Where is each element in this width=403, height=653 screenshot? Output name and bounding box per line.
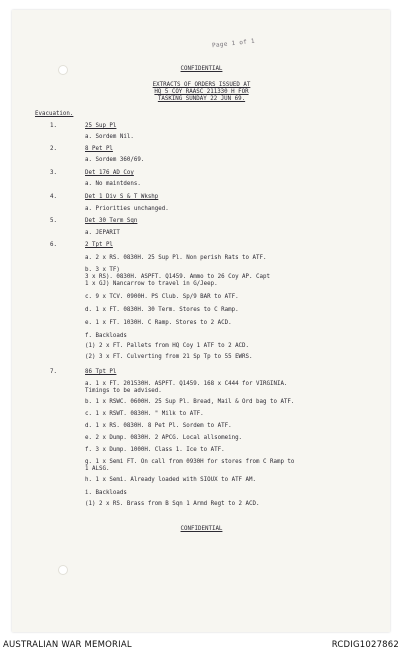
section-7-item-c: c. 1 x RSWT. 0830H. " Milk to ATF. bbox=[85, 411, 204, 417]
title-line-2: HQ 5 COY RAASC 211330 H FOR bbox=[154, 89, 249, 95]
section-6-heading: 2 Tpt Pl bbox=[85, 242, 113, 248]
section-2-heading: 8 Pet Pl bbox=[85, 146, 113, 152]
section-7-item-d: d. 1 x RS. 0830H. 8 Pet Pl. Sordem to ATF. bbox=[85, 423, 232, 429]
section-6-item-b-cont: 3 x RS). 0830H. ASPFT. Q1459. Ammo to 26 Coy AP. Capt bbox=[85, 274, 270, 280]
section-6-item-c: c. 9 x TCV. 0900H. PS Club. Sp/9 BAR to ATF. bbox=[85, 294, 239, 300]
section-7-item-g: g. 1 x Semi FT. On call from 0930H for stores from C Ramp to bbox=[85, 459, 295, 465]
section-6-item-a: a. 2 x RS. 0830H. 25 Sup Pl. Non perish Rats to ATF. bbox=[85, 255, 267, 261]
section-2-number: 2. bbox=[50, 146, 57, 152]
section-7-item-i: i. Backloads bbox=[85, 490, 127, 496]
section-7-item-h: h. 1 x Semi. Already loaded with SIOUX to ATF AM. bbox=[85, 477, 257, 483]
section-1-item: a. Sordem Nil. bbox=[85, 134, 134, 140]
section-2-item: a. Sordem 360/69. bbox=[85, 157, 145, 163]
section-7-item-f: f. 3 x Dump. 1000H. Class 1. Ice to ATF. bbox=[85, 447, 225, 453]
section-5-heading: Det 30 Term Sqn bbox=[85, 218, 138, 224]
classification-top: CONFIDENTIAL bbox=[180, 66, 223, 72]
title-line-3: TASKING SUNDAY 22 JUN 69. bbox=[157, 96, 246, 102]
section-4-item: a. Priorities unchanged. bbox=[85, 206, 169, 212]
section-6-item-f: f. Backloads bbox=[85, 333, 127, 339]
title-line-1: EXTRACTS OF ORDERS ISSUED AT bbox=[152, 82, 251, 88]
section-5-item: a. JEPARIT bbox=[85, 230, 120, 236]
page-stamp: Page 1 of 1 bbox=[211, 37, 256, 50]
section-3-heading: Det 176 AD Coy bbox=[85, 170, 134, 176]
section-7-item-e: e. 2 x Dump. 0830H. 2 APCG. Local allsomeing. bbox=[85, 435, 243, 441]
section-7-backload-1: (1) 2 x RS. Brass from B Sqn 1 Armd Regt to 2 ACD. bbox=[85, 501, 260, 507]
archive-reference: RCDIG1027862 bbox=[331, 640, 399, 650]
section-1-heading: 25 Sup Pl bbox=[85, 123, 117, 129]
section-6-item-e: e. 1 x FT. 1030H. C Ramp. Stores to 2 ACD. bbox=[85, 320, 232, 326]
section-6-backload-2: (2) 3 x FT. Culverting from 21 Sp Tp to 55 EWRS. bbox=[85, 354, 253, 360]
punch-hole bbox=[58, 565, 68, 575]
section-6-item-b-cont: 1 x GJ) Nancarrow to travel in G/Jeep. bbox=[85, 281, 218, 287]
section-7-item-a: a. 1 x FT. 201530H. ASPFT. Q1459. 168 x C444 for VIRGINIA. bbox=[85, 381, 288, 387]
section-4-number: 4. bbox=[50, 194, 57, 200]
classification-bottom: CONFIDENTIAL bbox=[180, 526, 223, 532]
section-6-backload-1: (1) 2 x FT. Pallets from HQ Coy 1 ATF to 2 ACD. bbox=[85, 343, 250, 349]
section-5-number: 5. bbox=[50, 218, 57, 224]
evacuation-label: Evacuation. bbox=[35, 111, 74, 117]
section-7-heading: 86 Tpt Pl bbox=[85, 369, 117, 375]
section-7-number: 7. bbox=[50, 369, 57, 375]
section-7-item-a-cont: Timings to be advised. bbox=[85, 388, 162, 394]
archive-name: AUSTRALIAN WAR MEMORIAL bbox=[3, 640, 132, 650]
section-4-heading: Det 1 Div S & T Wkshp bbox=[85, 194, 159, 200]
section-3-item: a. No maintdens. bbox=[85, 181, 141, 187]
section-7-item-b: b. 1 x RSWC. 0600H. 25 Sup Pl. Bread, Mail & Ord bag to ATF. bbox=[85, 399, 295, 405]
section-1-number: 1. bbox=[50, 123, 57, 129]
section-6-item-b: b. 3 x TF) bbox=[85, 267, 120, 273]
section-6-item-d: d. 1 x FT. 0830H. 30 Term. Stores to C Ramp. bbox=[85, 307, 239, 313]
section-3-number: 3. bbox=[50, 170, 57, 176]
archive-footer bbox=[0, 636, 403, 653]
section-6-number: 6. bbox=[50, 242, 57, 248]
section-7-item-g-cont: 1 ALSG. bbox=[85, 466, 110, 472]
